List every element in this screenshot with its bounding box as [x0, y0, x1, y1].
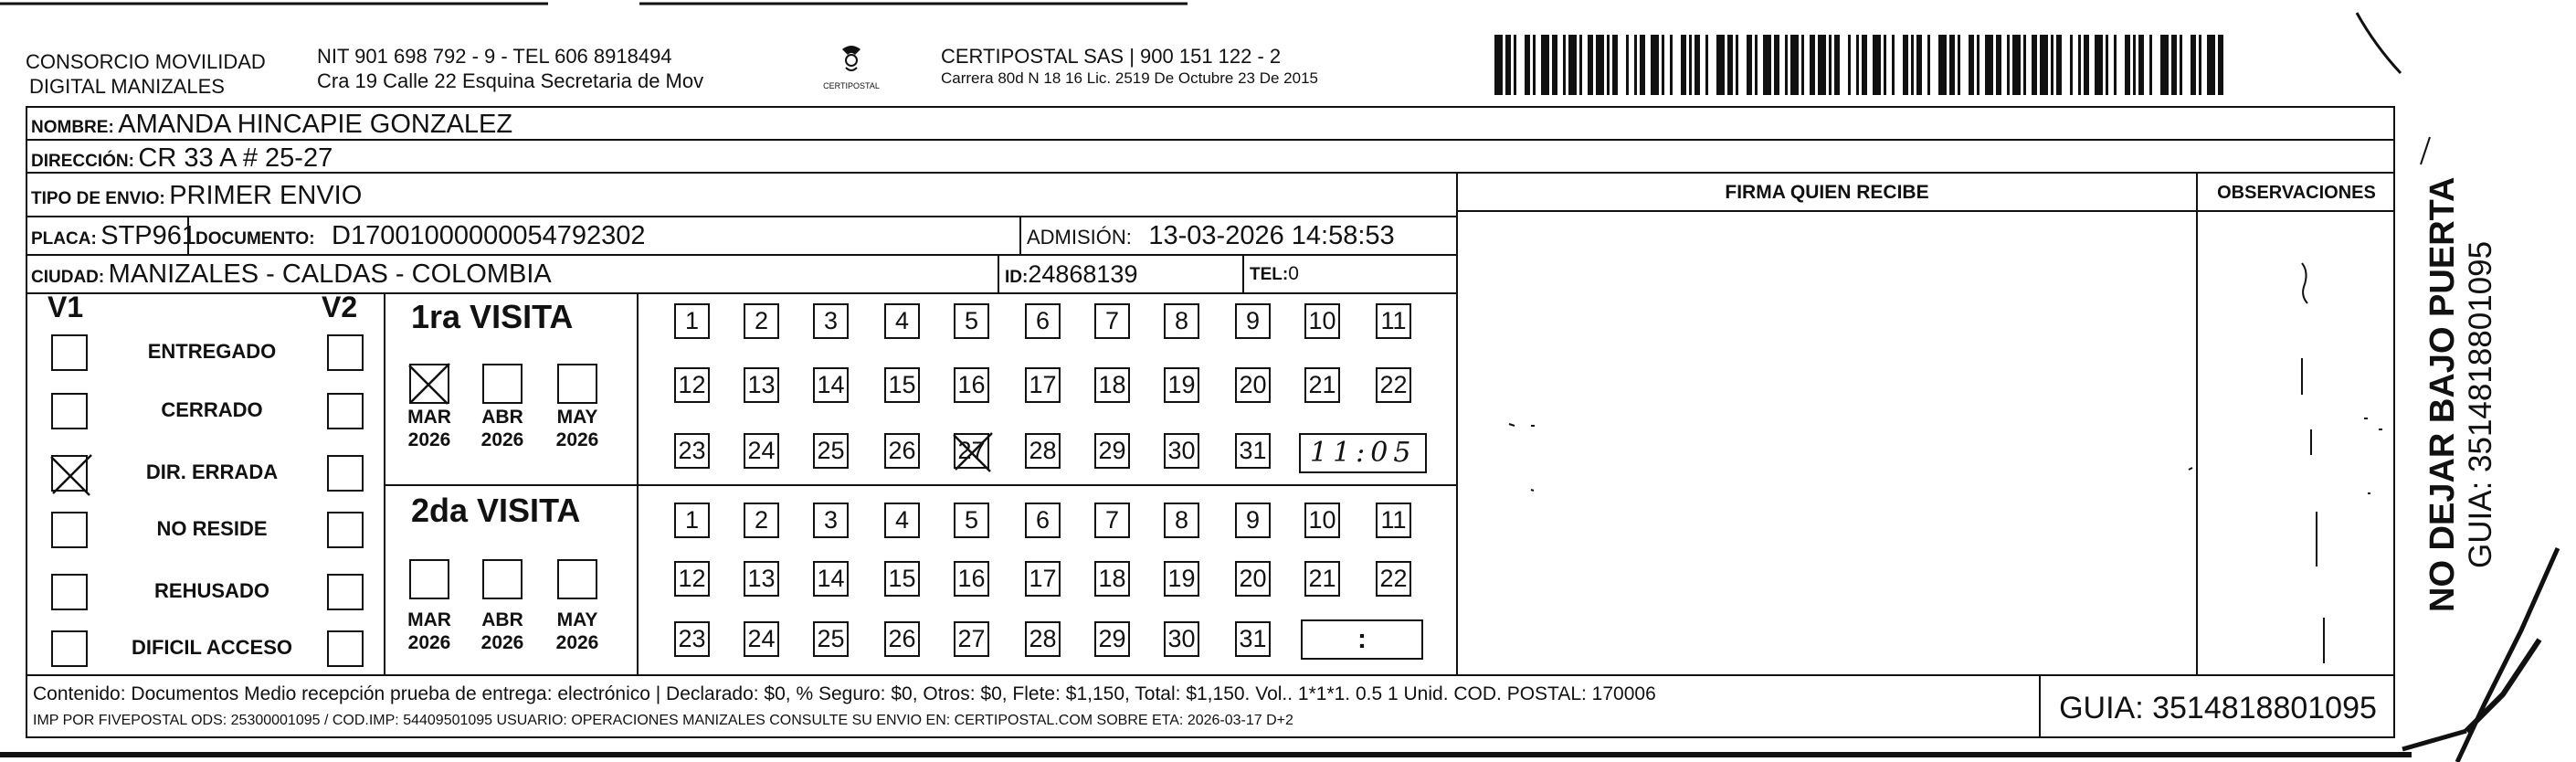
tipo-envio-label: TIPO DE ENVIO: [31, 189, 165, 208]
day-box[interactable]: 4 [884, 303, 920, 339]
ciudad-label: CIUDAD: [31, 268, 105, 287]
day-box[interactable]: 10 [1304, 503, 1340, 538]
day-box[interactable]: 2 [744, 303, 779, 339]
side-guia: GUIA: 3514818801095 [2463, 240, 2498, 568]
ciudad-value: MANIZALES - CALDAS - COLOMBIA [108, 259, 552, 289]
day-box[interactable]: 26 [884, 621, 920, 657]
admision-label: ADMISIÓN: [1027, 226, 1132, 249]
day-box[interactable]: 27 [954, 621, 989, 657]
day-box[interactable]: 1 [674, 503, 710, 538]
day-box[interactable]: 7 [1094, 303, 1130, 339]
firma-header: FIRMA QUIEN RECIBE [1725, 182, 1929, 203]
month-name: MAY [556, 407, 598, 428]
month-name: MAY [556, 609, 598, 630]
day-box[interactable]: 3 [813, 503, 849, 538]
month-year: 2026 [480, 632, 524, 653]
day-box[interactable]: 17 [1025, 561, 1061, 597]
day-box[interactable]: 20 [1235, 561, 1271, 597]
day-box[interactable]: 16 [954, 561, 989, 597]
visit2-time-placeholder: : [1357, 624, 1367, 654]
day-box[interactable]: 9 [1235, 303, 1271, 339]
day-box[interactable]: 1 [674, 303, 710, 339]
day-box[interactable]: 10 [1304, 303, 1340, 339]
nit-line: NIT 901 698 792 - 9 - TEL 606 8918494 [317, 45, 672, 68]
month-year: 2026 [407, 429, 451, 450]
day-box[interactable]: 27 [954, 433, 989, 469]
tipo-envio-value: PRIMER ENVIO [169, 181, 363, 210]
courier-logo-text: CERTIPOSTAL [823, 81, 880, 90]
day-box[interactable]: 25 [813, 621, 849, 657]
day-box[interactable]: 21 [1304, 367, 1340, 403]
status-label: DIFICIL ACCESO [131, 636, 292, 659]
day-box[interactable]: 28 [1025, 621, 1061, 657]
nombre-label: NOMBRE: [31, 118, 114, 137]
day-box[interactable]: 6 [1025, 303, 1061, 339]
placa-value: STP961 [100, 221, 197, 250]
day-box[interactable]: 4 [884, 503, 920, 538]
month-name: MAR [407, 609, 451, 630]
day-box[interactable]: 16 [954, 367, 989, 403]
day-box[interactable]: 12 [674, 561, 710, 597]
no-dejar-notice: NO DEJAR BAJO PUERTA [2423, 176, 2462, 612]
day-box[interactable]: 12 [674, 367, 710, 403]
documento-label: DOCUMENTO: [195, 229, 315, 249]
day-box[interactable]: 17 [1025, 367, 1061, 403]
day-box[interactable]: 26 [884, 433, 920, 469]
day-box[interactable]: 8 [1164, 503, 1199, 538]
day-box[interactable]: 20 [1235, 367, 1271, 403]
day-box[interactable]: 9 [1235, 503, 1271, 538]
visit1-title: 1ra VISITA [411, 298, 574, 335]
day-box[interactable]: 5 [954, 303, 989, 339]
status-label: REHUSADO [154, 579, 269, 602]
day-box[interactable]: 14 [813, 367, 849, 403]
month-name: MAR [407, 407, 451, 428]
month-year: 2026 [555, 632, 599, 653]
status-label: NO RESIDE [156, 517, 268, 540]
day-box[interactable]: 11 [1376, 303, 1411, 339]
status-label: DIR. ERRADA [145, 460, 279, 483]
day-box[interactable]: 7 [1094, 503, 1130, 538]
month-year: 2026 [555, 429, 599, 450]
documento-value: D17001000000054792302 [332, 221, 646, 250]
day-box[interactable]: 3 [813, 303, 849, 339]
month-name: ABR [481, 609, 523, 630]
month-name: ABR [481, 407, 523, 428]
day-box[interactable]: 24 [744, 621, 779, 657]
visit2-title: 2da VISITA [411, 492, 581, 529]
day-box[interactable]: 15 [884, 367, 920, 403]
nombre-value: AMANDA HINCAPIE GONZALEZ [118, 110, 513, 139]
day-box[interactable]: 22 [1376, 561, 1411, 597]
id-label: ID: [1005, 268, 1029, 287]
month-year: 2026 [480, 429, 524, 450]
day-box[interactable]: 24 [744, 433, 779, 469]
day-box[interactable]: 23 [674, 433, 710, 469]
v2-label: V2 [322, 291, 358, 323]
status-label: CERRADO [161, 398, 263, 421]
day-box[interactable]: 31 [1235, 621, 1271, 657]
day-box[interactable]: 22 [1376, 367, 1411, 403]
day-box[interactable]: 19 [1164, 561, 1199, 597]
day-box[interactable]: 13 [744, 367, 779, 403]
company-line-2: DIGITAL MANIZALES [29, 75, 225, 98]
day-box[interactable]: 8 [1164, 303, 1199, 339]
month-year: 2026 [407, 632, 451, 653]
day-box[interactable]: 18 [1094, 561, 1130, 597]
day-box[interactable]: 2 [744, 503, 779, 538]
placa-label: PLACA: [31, 229, 97, 249]
day-box[interactable]: 25 [813, 433, 849, 469]
observaciones-header: OBSERVACIONES [2217, 183, 2376, 203]
day-box[interactable]: 31 [1235, 433, 1271, 469]
day-box[interactable]: 14 [813, 561, 849, 597]
day-box[interactable]: 13 [744, 561, 779, 597]
day-box[interactable]: 21 [1304, 561, 1340, 597]
admision-value: 13-03-2026 14:58:53 [1148, 221, 1395, 250]
day-box[interactable]: 30 [1164, 621, 1199, 657]
day-box[interactable]: 11 [1376, 503, 1411, 538]
day-box[interactable]: 15 [884, 561, 920, 597]
direccion-label: DIRECCIÓN: [31, 152, 134, 171]
courier-name: CERTIPOSTAL SAS | 900 151 122 - 2 [941, 45, 1282, 68]
day-box[interactable]: 6 [1025, 503, 1061, 538]
day-box[interactable]: 29 [1094, 621, 1130, 657]
day-box[interactable]: 5 [954, 503, 989, 538]
day-box[interactable]: 29 [1094, 433, 1130, 469]
status-label: ENTREGADO [147, 340, 277, 363]
imp-text: IMP POR FIVEPOSTAL ODS: 25300001095 / COD.IMP: 54409501095 USUARIO: OPERACIONES MANIZALES CONSULTE SU ENVIO EN: CERTIPOSTAL.COM SOBRE ETA: 2026-03-17 D+2 [33, 713, 1293, 728]
courier-address: Carrera 80d N 18 16 Lic. 2519 De Octubre 23 De 2015 [941, 69, 1318, 87]
contenido-text: Contenido: Documentos Medio recepción prueba de entrega: electrónico | Declarado: $0, % Seguro: $0, Otros: $0, Flete: $1,150, Total: $1,150. Vol.. 1*1*1. 0.5 1 Unid. COD. POSTAL: 170006 [33, 683, 1656, 704]
tel-label: TEL: [1250, 265, 1289, 284]
company-line-1: CONSORCIO MOVILIDAD [26, 50, 266, 73]
day-box[interactable]: 19 [1164, 367, 1199, 403]
direccion-value: CR 33 A # 25-27 [138, 143, 333, 173]
day-box[interactable]: 30 [1164, 433, 1199, 469]
day-box[interactable]: 23 [674, 621, 710, 657]
day-box[interactable]: 28 [1025, 433, 1061, 469]
company-address: Cra 19 Calle 22 Esquina Secretaria de Mov [317, 69, 704, 92]
footer-guia: GUIA: 3514818801095 [2059, 691, 2377, 725]
id-value: 24868139 [1028, 260, 1138, 288]
visit1-time-value: 11:05 [1310, 437, 1417, 469]
tel-value: 0 [1288, 263, 1299, 284]
v1-label: V1 [48, 291, 84, 323]
day-box[interactable]: 18 [1094, 367, 1130, 403]
